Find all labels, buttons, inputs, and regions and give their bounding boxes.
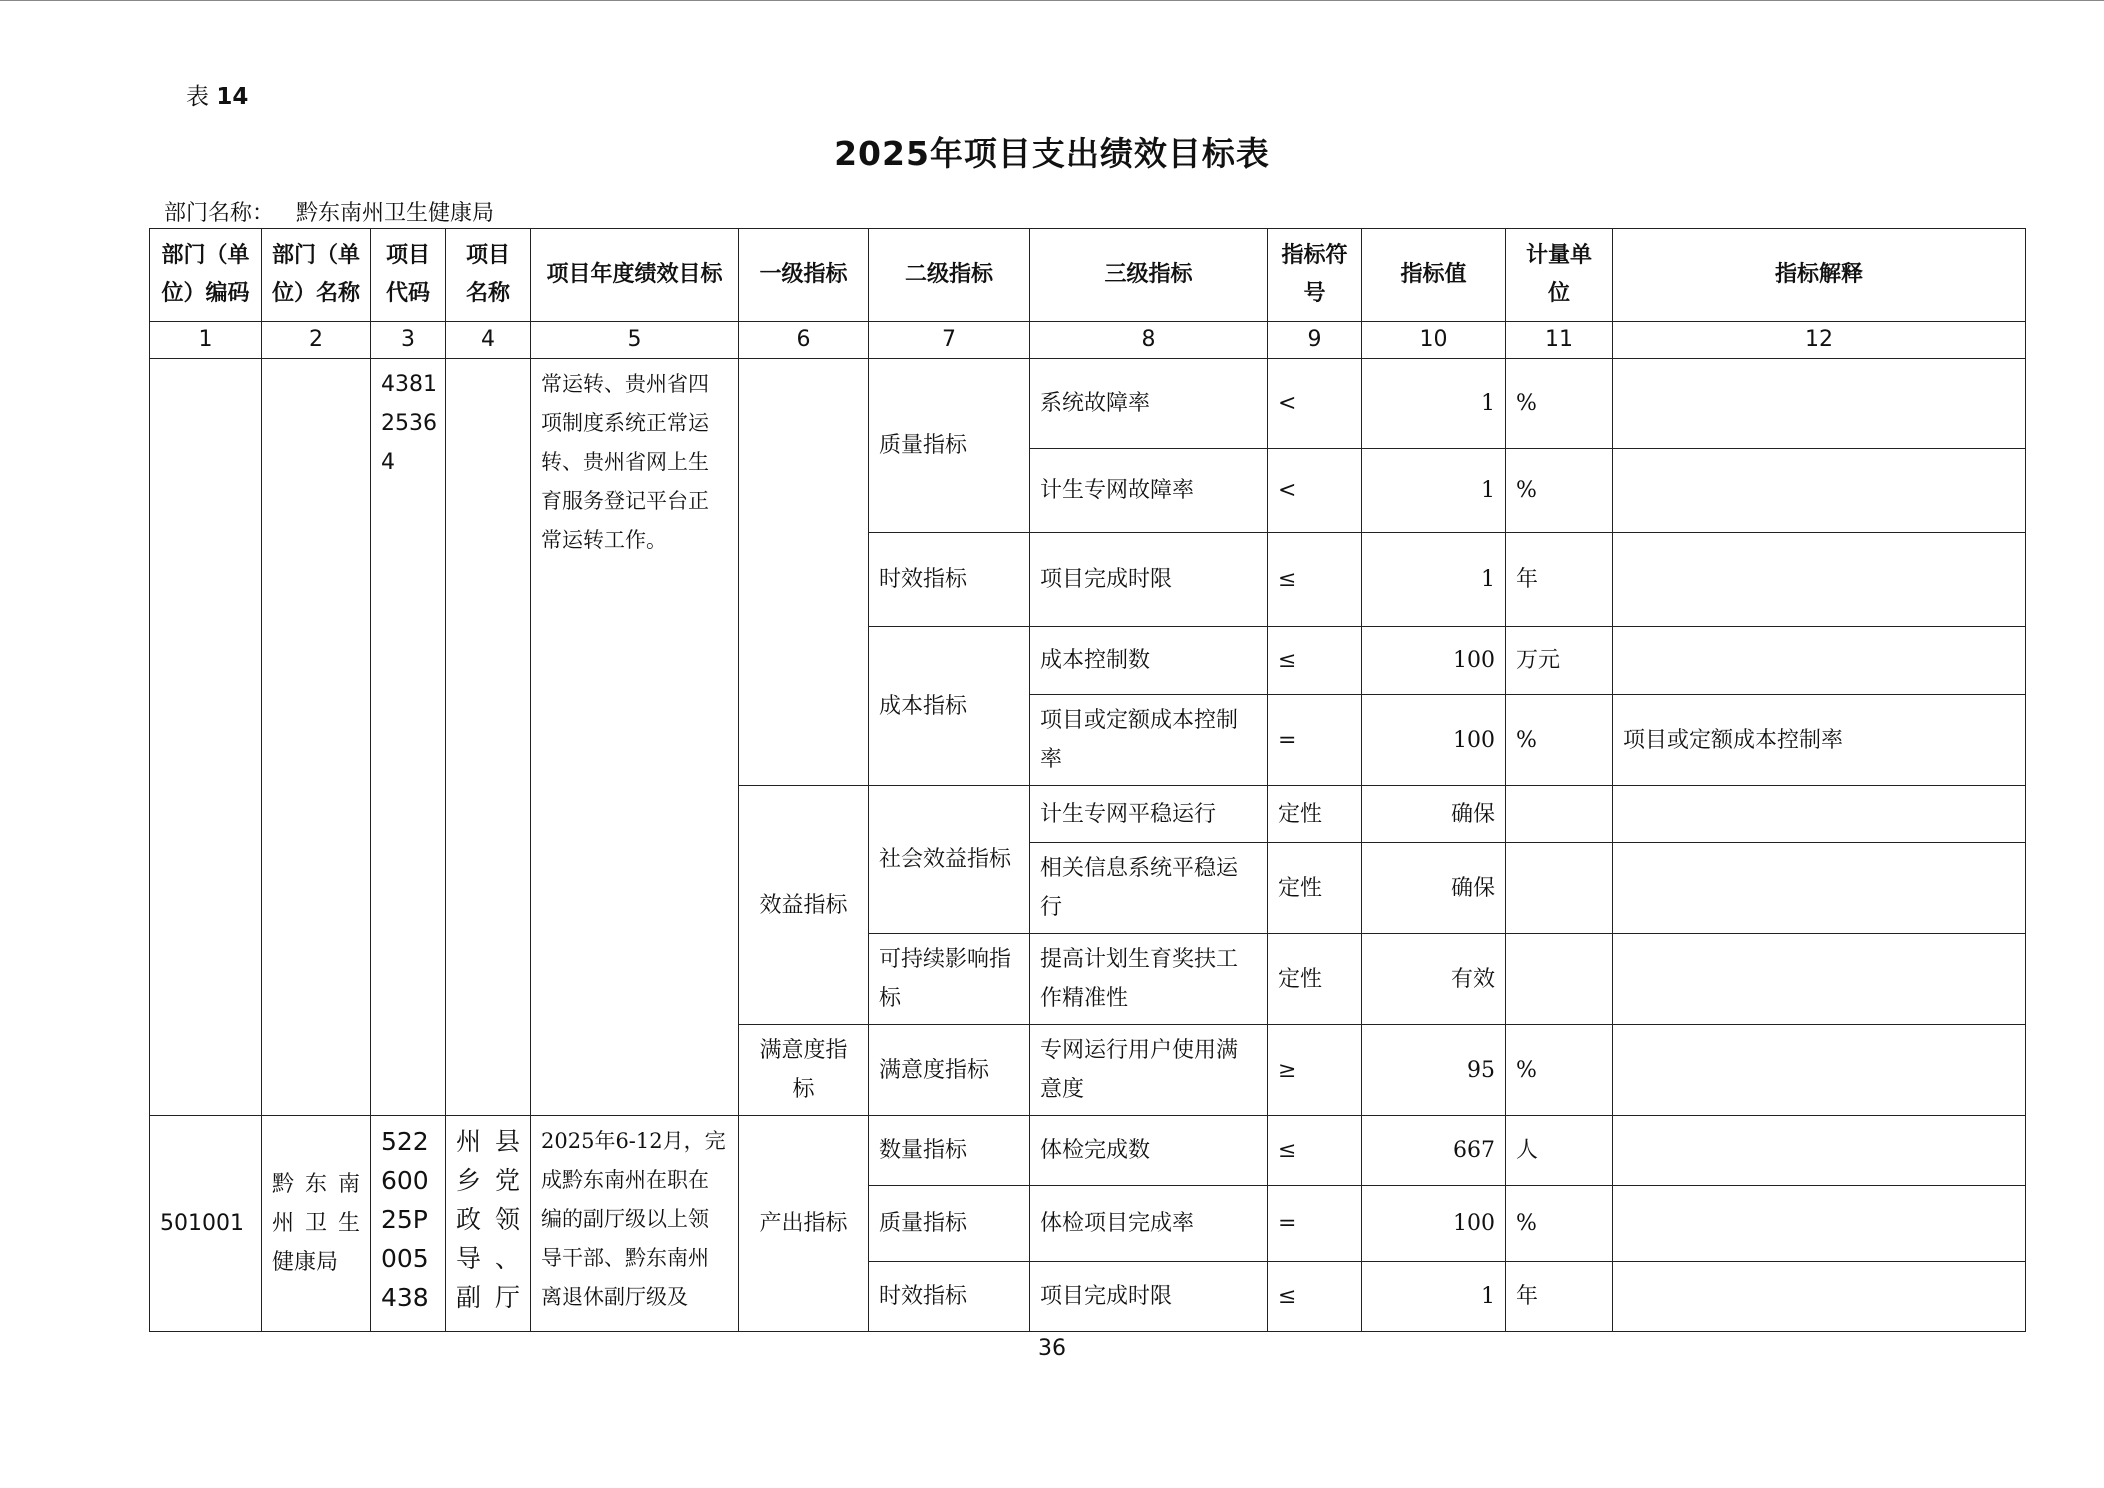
level3-cell: 项目完成时限 — [1030, 533, 1268, 627]
level2-cell: 数量指标 — [869, 1116, 1030, 1186]
page-title: 2025年项目支出绩效目标表 — [834, 134, 1270, 173]
note-cell — [1613, 786, 2026, 843]
symbol-cell: ≤ — [1268, 533, 1362, 627]
project-code-line: 522 — [381, 1127, 429, 1156]
header-cell: 三级指标 — [1030, 229, 1268, 322]
project-name-line: 州县 — [456, 1127, 520, 1156]
column-number: 9 — [1268, 322, 1362, 359]
dept-line — [164, 196, 494, 227]
symbol-cell: < — [1268, 449, 1362, 533]
project-goal-cell: 2025年6-12月，完成黔东南州在职在编的副厅级以上领导干部、黔东南州离退休副厅级及 — [531, 1116, 739, 1332]
dept-code-cell — [150, 359, 262, 1116]
level1-cell: 满意度指标 — [739, 1025, 869, 1116]
header-cell: 指标解释 — [1613, 229, 2026, 322]
unit-cell: % — [1506, 695, 1613, 786]
unit-cell: % — [1506, 359, 1613, 449]
value-cell: 有效 — [1362, 934, 1506, 1025]
header-cell: 指标值 — [1362, 229, 1506, 322]
project-name-cell — [446, 359, 531, 1116]
note-cell — [1613, 843, 2026, 934]
value-cell: 1 — [1362, 449, 1506, 533]
unit-cell: 万元 — [1506, 627, 1613, 695]
note-cell: 项目或定额成本控制率 — [1613, 695, 2026, 786]
level2-cell: 成本指标 — [869, 627, 1030, 786]
note-cell — [1613, 533, 2026, 627]
header-cell: 部门（单位）编码 — [150, 229, 262, 322]
unit-cell: % — [1506, 1186, 1613, 1262]
header-cell: 计量单位 — [1506, 229, 1613, 322]
level1-cell: 效益指标 — [739, 786, 869, 1025]
level3-cell: 计生专网故障率 — [1030, 449, 1268, 533]
column-number-row — [150, 322, 2026, 359]
unit-cell: 年 — [1506, 533, 1613, 627]
dept-name-cell — [262, 1116, 371, 1332]
project-code-line: 600 — [381, 1166, 429, 1195]
dept-code-cell: 501001 — [150, 1116, 262, 1332]
column-number: 4 — [446, 322, 531, 359]
value-cell: 1 — [1362, 533, 1506, 627]
level3-cell: 提高计划生育奖扶工作精准性 — [1030, 934, 1268, 1025]
header-cell: 部门（单位）名称 — [262, 229, 371, 322]
dept-name-line: 州卫生 — [272, 1211, 360, 1236]
level3-cell: 相关信息系统平稳运行 — [1030, 843, 1268, 934]
value-cell: 95 — [1362, 1025, 1506, 1116]
header-cell: 一级指标 — [739, 229, 869, 322]
level3-cell: 体检项目完成率 — [1030, 1186, 1268, 1262]
project-name-cell — [446, 1116, 531, 1332]
project-name-line: 导、 — [456, 1244, 520, 1273]
unit-cell: % — [1506, 449, 1613, 533]
level1-cell: 产出指标 — [739, 1116, 869, 1332]
project-code-cell — [371, 1116, 446, 1332]
column-number: 7 — [869, 322, 1030, 359]
page-number: 36 — [1038, 1336, 1066, 1361]
level3-cell: 成本控制数 — [1030, 627, 1268, 695]
column-number: 12 — [1613, 322, 2026, 359]
level1-cell — [739, 359, 869, 786]
performance-table — [149, 228, 2026, 1332]
header-cell: 项目代码 — [371, 229, 446, 322]
unit-cell — [1506, 843, 1613, 934]
level2-cell: 质量指标 — [869, 1186, 1030, 1262]
note-cell — [1613, 1025, 2026, 1116]
column-number: 3 — [371, 322, 446, 359]
column-number: 6 — [739, 322, 869, 359]
level3-cell: 体检完成数 — [1030, 1116, 1268, 1186]
level2-cell: 满意度指标 — [869, 1025, 1030, 1116]
unit-cell: 年 — [1506, 1262, 1613, 1332]
project-name-line: 乡党 — [456, 1166, 520, 1195]
project-code-line: 2536 — [381, 411, 437, 436]
symbol-cell: < — [1268, 359, 1362, 449]
column-number: 8 — [1030, 322, 1268, 359]
table-row — [150, 1116, 2026, 1186]
note-cell — [1613, 934, 2026, 1025]
value-cell: 1 — [1362, 359, 1506, 449]
symbol-cell: ≤ — [1268, 627, 1362, 695]
note-cell — [1613, 359, 2026, 449]
symbol-cell: 定性 — [1268, 786, 1362, 843]
symbol-cell: 定性 — [1268, 934, 1362, 1025]
table-row — [150, 359, 2026, 449]
value-cell: 1 — [1362, 1262, 1506, 1332]
level2-cell: 时效指标 — [869, 1262, 1030, 1332]
level3-cell: 专网运行用户使用满意度 — [1030, 1025, 1268, 1116]
level2-cell: 可持续影响指标 — [869, 934, 1030, 1025]
header-cell: 二级指标 — [869, 229, 1030, 322]
value-cell: 100 — [1362, 695, 1506, 786]
project-code-line: 005 — [381, 1244, 429, 1273]
note-cell — [1613, 449, 2026, 533]
column-number: 1 — [150, 322, 262, 359]
value-cell: 确保 — [1362, 786, 1506, 843]
level3-cell: 项目或定额成本控制率 — [1030, 695, 1268, 786]
symbol-cell: ≤ — [1268, 1116, 1362, 1186]
table-tag — [186, 78, 248, 111]
symbol-cell: 定性 — [1268, 843, 1362, 934]
table-tag-number: 14 — [216, 84, 249, 110]
symbol-cell: ≥ — [1268, 1025, 1362, 1116]
project-code-line: 4381 — [381, 372, 437, 397]
unit-cell: 人 — [1506, 1116, 1613, 1186]
dept-name-cell — [262, 359, 371, 1116]
column-number: 11 — [1506, 322, 1613, 359]
level2-cell: 质量指标 — [869, 359, 1030, 533]
value-cell: 100 — [1362, 1186, 1506, 1262]
column-number: 2 — [262, 322, 371, 359]
note-cell — [1613, 1262, 2026, 1332]
header-cell: 项目名称 — [446, 229, 531, 322]
header-row — [150, 229, 2026, 322]
project-code-line: 4 — [381, 450, 395, 475]
level2-cell: 时效指标 — [869, 533, 1030, 627]
value-cell: 667 — [1362, 1116, 1506, 1186]
column-number: 5 — [531, 322, 739, 359]
note-cell — [1613, 627, 2026, 695]
symbol-cell: = — [1268, 1186, 1362, 1262]
symbol-cell: = — [1268, 695, 1362, 786]
table-tag-prefix: 表 — [186, 84, 209, 110]
project-code-cell — [371, 359, 446, 1116]
unit-cell: % — [1506, 1025, 1613, 1116]
dept-value: 黔东南州卫生健康局 — [296, 201, 495, 226]
note-cell — [1613, 1116, 2026, 1186]
header-cell: 指标符号 — [1268, 229, 1362, 322]
unit-cell — [1506, 934, 1613, 1025]
value-cell: 100 — [1362, 627, 1506, 695]
value-cell: 确保 — [1362, 843, 1506, 934]
top-rule — [0, 0, 2104, 1]
column-number: 10 — [1362, 322, 1506, 359]
level3-cell: 项目完成时限 — [1030, 1262, 1268, 1332]
project-code-line: 438 — [381, 1283, 429, 1312]
note-cell — [1613, 1186, 2026, 1262]
project-code-line: 25P — [381, 1205, 428, 1234]
project-goal-cell: 常运转、贵州省四项制度系统正常运转、贵州省网上生育服务登记平台正常运转工作。 — [531, 359, 739, 1116]
header-cell: 项目年度绩效目标 — [531, 229, 739, 322]
symbol-cell: ≤ — [1268, 1262, 1362, 1332]
dept-label: 部门名称： — [164, 201, 275, 226]
dept-name-line: 健康局 — [272, 1250, 339, 1275]
project-name-line: 政领 — [456, 1205, 520, 1234]
dept-name-line: 黔东南 — [272, 1172, 360, 1197]
project-name-line: 副厅 — [456, 1283, 520, 1312]
unit-cell — [1506, 786, 1613, 843]
level2-cell: 社会效益指标 — [869, 786, 1030, 934]
level3-cell: 计生专网平稳运行 — [1030, 786, 1268, 843]
level3-cell: 系统故障率 — [1030, 359, 1268, 449]
